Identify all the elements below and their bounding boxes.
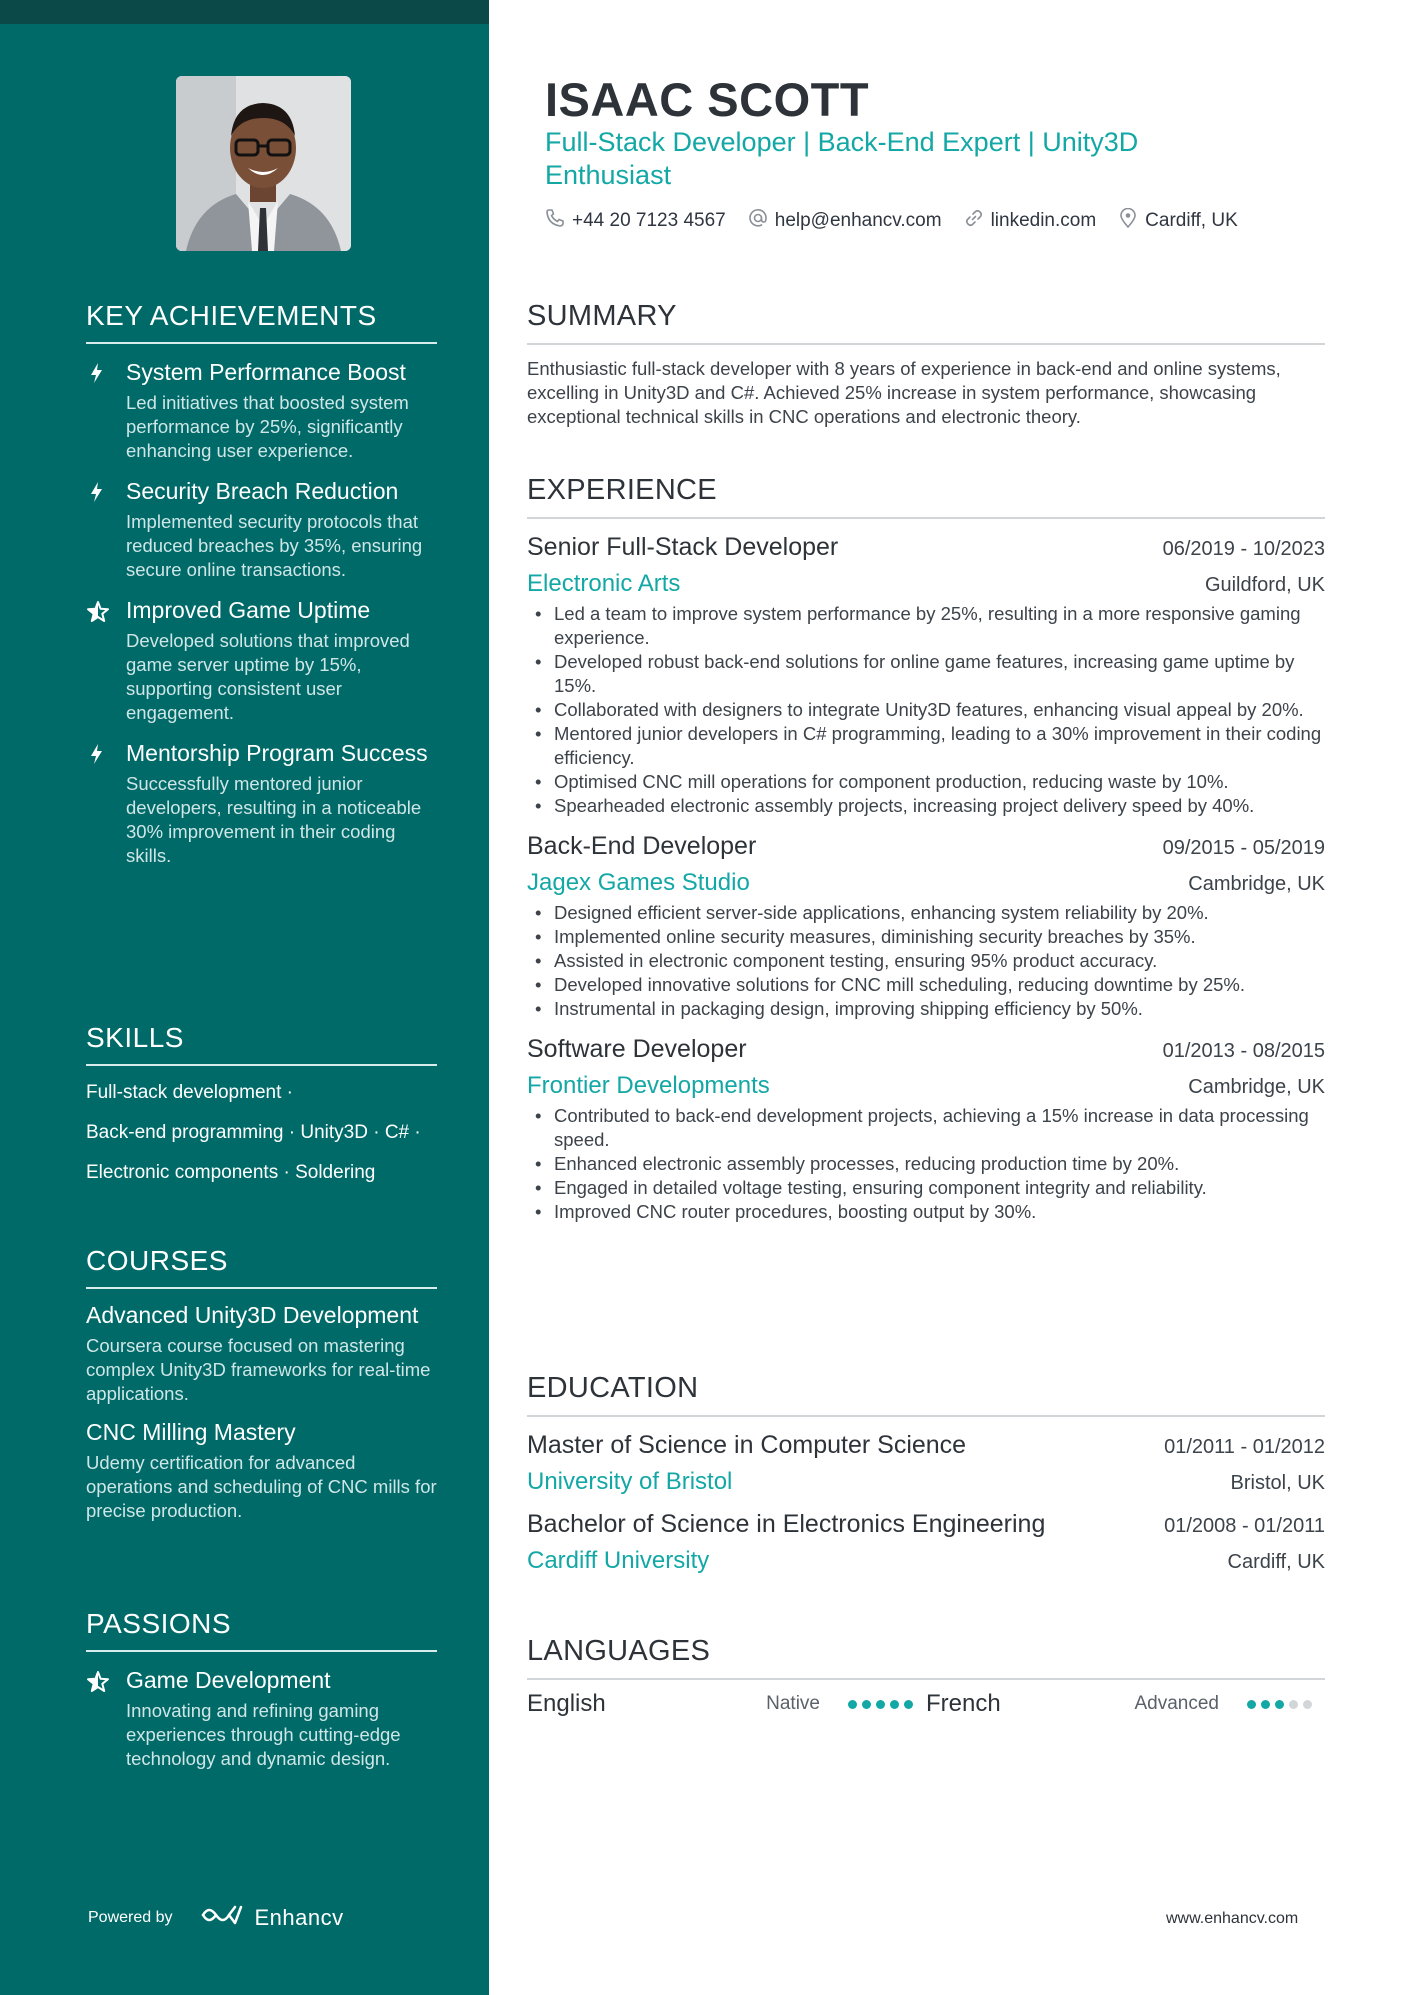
job-entry: [527, 832, 1325, 1021]
job-bullet: • Developed innovative solutions for CNC mill scheduling, reducing downtime by 25%.: [527, 973, 1325, 997]
contact-linkedin-text: linkedin.com: [990, 210, 1097, 231]
achievement-description: Led initiatives that boosted system performance by 25%, significantly enhancing user experience.: [126, 392, 409, 461]
job-bullet: • Optimised CNC mill operations for component production, reducing waste by 10%.: [527, 770, 1325, 794]
language-level: Native: [766, 1693, 820, 1714]
rating-dot-filled: [876, 1700, 885, 1709]
rating-dot-filled: [862, 1700, 871, 1709]
job-bullet: • Mentored junior developers in C# programming, leading to a 30% improvement in their coding efficiency.: [527, 722, 1325, 770]
job-bullet: • Instrumental in packaging design, improving shipping efficiency by 50%.: [527, 997, 1325, 1021]
key-achievements-section: [86, 300, 437, 868]
rating-dot-empty: [1303, 1700, 1312, 1709]
enhancv-logo-icon: [199, 1903, 245, 1932]
sidebar-top-bar: [0, 0, 489, 24]
education-location: Cardiff, UK: [1227, 1551, 1325, 1573]
contact-email[interactable]: [748, 208, 942, 234]
candidate-headline: Full-Stack Developer | Back-End Expert | Unity3D Enthusiast: [545, 127, 1139, 190]
rating-dot-filled: [848, 1700, 857, 1709]
contact-row: [545, 208, 1260, 234]
languages-title: LANGUAGES: [527, 1635, 1325, 1680]
skill-line: Electronic components · Soldering: [86, 1162, 376, 1183]
education-title: EDUCATION: [527, 1372, 1325, 1417]
languages-section: [527, 1635, 1325, 1718]
skills-section: [86, 1022, 437, 1186]
rating-dot-empty: [1289, 1700, 1298, 1709]
languages-row: [527, 1690, 1325, 1718]
job-bullet: • Implemented online security measures, diminishing security breaches by 35%.: [527, 925, 1325, 949]
star-icon: [86, 1670, 108, 1692]
job-bullet: • Assisted in electronic component testing, ensuring 95% product accuracy.: [527, 949, 1325, 973]
education-entry: [527, 1510, 1325, 1575]
education-section: [527, 1372, 1325, 1575]
experience-title: EXPERIENCE: [527, 474, 1325, 519]
job-dates: 09/2015 - 05/2019: [1162, 837, 1325, 859]
language-item: [926, 1690, 1325, 1718]
achievement-description: Developed solutions that improved game server uptime by 15%, supporting consistent user engagement.: [126, 630, 410, 723]
job-bullet: • Engaged in detailed voltage testing, ensuring component integrity and reliability.: [527, 1176, 1325, 1200]
candidate-name: ISAAC SCOTT: [545, 73, 870, 126]
education-degree: Bachelor of Science in Electronics Engineering: [527, 1510, 1046, 1538]
job-company: Frontier Developments: [527, 1072, 770, 1099]
contact-phone[interactable]: [545, 208, 726, 234]
job-bullets: [527, 602, 1325, 818]
achievement-item: [86, 358, 437, 463]
rating-dot-filled: [1247, 1700, 1256, 1709]
lightning-icon: [86, 743, 108, 765]
job-dates: 06/2019 - 10/2023: [1162, 538, 1325, 560]
job-bullet: • Led a team to improve system performance by 25%, resulting in a more responsive gaming experience.: [527, 602, 1325, 650]
job-dates: 01/2013 - 08/2015: [1162, 1040, 1325, 1062]
location-icon: [1118, 208, 1145, 234]
skills-title: SKILLS: [86, 1022, 437, 1066]
education-location: Bristol, UK: [1230, 1472, 1325, 1494]
courses-section: [86, 1245, 437, 1523]
phone-icon: [545, 208, 572, 234]
skill-line: Back-end programming · Unity3D · C# ·: [86, 1122, 421, 1143]
achievement-title: Mentorship Program Success: [126, 740, 428, 766]
job-location: Cambridge, UK: [1188, 1076, 1325, 1098]
key-achievements-title: KEY ACHIEVEMENTS: [86, 300, 437, 344]
contact-email-text: help@enhancv.com: [774, 210, 942, 231]
job-company: Electronic Arts: [527, 570, 681, 597]
course-title: CNC Milling Mastery: [86, 1419, 296, 1445]
summary-section: [527, 300, 1325, 429]
language-level: Advanced: [1134, 1693, 1219, 1714]
achievement-title: Improved Game Uptime: [126, 597, 371, 623]
passion-description: Innovating and refining gaming experiences through cutting-edge technology and dynamic design.: [126, 1700, 401, 1769]
course-title: Advanced Unity3D Development: [86, 1302, 419, 1328]
language-item: [527, 1690, 926, 1718]
experience-section: [527, 474, 1325, 1224]
job-bullet: • Developed robust back-end solutions for online game features, increasing game uptime by 15%.: [527, 650, 1325, 698]
education-degree: Master of Science in Computer Science: [527, 1431, 967, 1459]
course-item: [86, 1301, 437, 1406]
education-school: University of Bristol: [527, 1468, 733, 1495]
achievement-item: [86, 477, 437, 582]
job-company: Jagex Games Studio: [527, 869, 750, 896]
summary-title: SUMMARY: [527, 300, 1325, 345]
education-dates: 01/2008 - 01/2011: [1164, 1515, 1325, 1537]
sidebar: [0, 0, 489, 1995]
course-item: [86, 1418, 437, 1523]
job-bullet: • Collaborated with designers to integrate Unity3D features, enhancing visual appeal by 20%.: [527, 698, 1325, 722]
at-icon: [748, 208, 775, 234]
job-title: Senior Full-Stack Developer: [527, 533, 839, 561]
achievement-description: Implemented security protocols that reduced breaches by 35%, ensuring secure online transactions.: [126, 511, 423, 580]
courses-title: COURSES: [86, 1245, 437, 1289]
job-title: Back-End Developer: [527, 832, 757, 860]
job-location: Cambridge, UK: [1188, 873, 1325, 895]
link-icon: [964, 208, 991, 234]
job-entry: [527, 1035, 1325, 1224]
contact-location: [1118, 208, 1238, 234]
passion-item: [86, 1666, 437, 1771]
job-entry: [527, 533, 1325, 818]
education-school: Cardiff University: [527, 1547, 710, 1574]
language-rating: [848, 1700, 918, 1709]
education-entry: [527, 1431, 1325, 1496]
skill-line: Full-stack development ·: [86, 1082, 293, 1103]
job-bullet: • Contributed to back-end development projects, achieving a 15% increase in data processing speed.: [527, 1104, 1325, 1152]
rating-dot-filled: [904, 1700, 913, 1709]
job-bullet: • Designed efficient server-side applications, enhancing system reliability by 20%.: [527, 901, 1325, 925]
enhancv-logo[interactable]: [199, 1903, 344, 1932]
achievement-item: [86, 739, 437, 868]
lightning-icon: [86, 362, 108, 384]
passions-title: PASSIONS: [86, 1608, 437, 1652]
star-icon: [86, 600, 108, 622]
job-bullet: • Spearheaded electronic assembly projects, increasing project delivery speed by 40%.: [527, 794, 1325, 818]
contact-linkedin[interactable]: [964, 208, 1097, 234]
job-bullet: • Improved CNC router procedures, boosting output by 30%.: [527, 1200, 1325, 1224]
profile-photo: [176, 76, 351, 251]
rating-dot-filled: [1261, 1700, 1270, 1709]
lightning-icon: [86, 481, 108, 503]
job-bullets: [527, 901, 1325, 1021]
language-name: French: [926, 1690, 1001, 1717]
language-name: English: [527, 1690, 606, 1717]
job-bullets: [527, 1104, 1325, 1224]
course-description: Udemy certification for advanced operations and scheduling of CNC mills for precise production.: [86, 1452, 437, 1521]
language-rating: [1247, 1700, 1317, 1709]
enhancv-wordmark: Enhancv: [254, 1904, 344, 1930]
achievement-description: Successfully mentored junior developers, resulting in a noticeable 30% improvement in their coding skills.: [126, 773, 422, 866]
rating-dot-filled: [890, 1700, 899, 1709]
course-description: Coursera course focused on mastering complex Unity3D frameworks for real-time applications.: [86, 1335, 431, 1404]
contact-location-text: Cardiff, UK: [1145, 210, 1238, 231]
footer-url[interactable]: www.enhancv.com: [1166, 1910, 1299, 1927]
powered-by: [88, 1903, 344, 1932]
achievement-title: System Performance Boost: [126, 359, 406, 385]
job-location: Guildford, UK: [1204, 574, 1325, 596]
rating-dot-filled: [1275, 1700, 1284, 1709]
achievement-title: Security Breach Reduction: [126, 478, 399, 504]
achievement-item: [86, 596, 437, 725]
education-dates: 01/2011 - 01/2012: [1164, 1436, 1325, 1458]
powered-by-label: Powered by: [88, 1908, 173, 1926]
passions-section: [86, 1608, 437, 1771]
summary-text: Enthusiastic full-stack developer with 8 years of experience in back-end and online systems, excelling in Unity3D and C#. Achieved 25% increase in system performance, showcasing exceptional technical skills in CNC operations and electronic theory.: [527, 358, 1281, 427]
passion-title: Game Development: [126, 1667, 331, 1693]
job-bullet: • Enhanced electronic assembly processes, reducing production time by 20%.: [527, 1152, 1325, 1176]
job-title: Software Developer: [527, 1035, 747, 1063]
contact-phone-text: +44 20 7123 4567: [572, 210, 726, 231]
